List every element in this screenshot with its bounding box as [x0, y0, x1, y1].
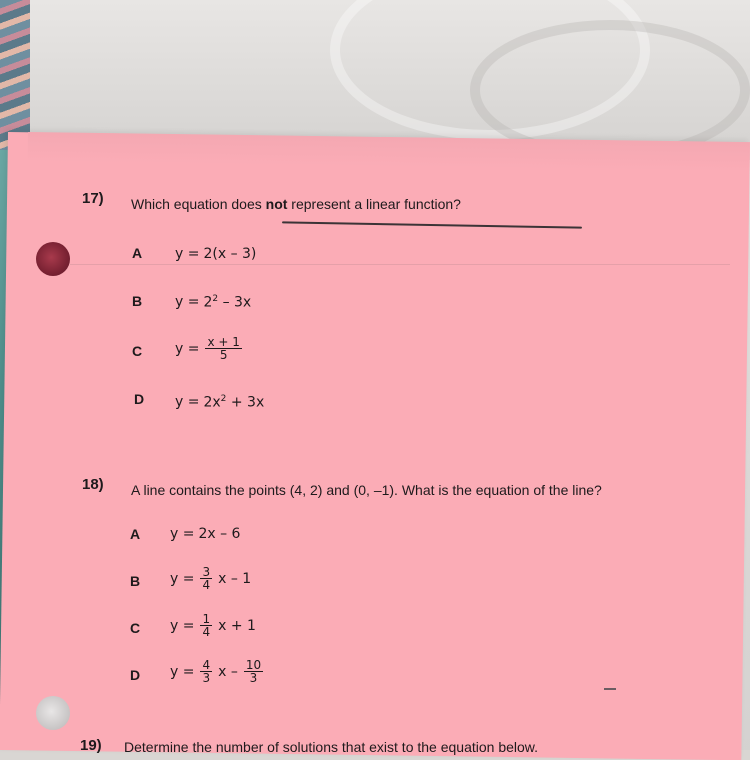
option-letter: A [130, 526, 141, 542]
fraction [205, 336, 241, 361]
option-letter: C [130, 620, 141, 636]
equation-rhs: 2(x – 3) [203, 246, 257, 262]
punch-hole-bottom [36, 696, 70, 730]
fraction-denominator: 3 [202, 671, 211, 685]
rhs-base: 2 [203, 294, 213, 311]
option-equation [175, 246, 256, 262]
question-number: 18) [82, 476, 104, 493]
rhs-exponent: 2 [220, 394, 227, 404]
fraction-numerator: 1 [202, 612, 211, 626]
equation-lhs: y = [170, 570, 195, 587]
fraction-numerator: 10 [245, 658, 262, 672]
option-equation [175, 294, 251, 311]
option-equation [170, 566, 251, 591]
equation-lhs: y = [175, 246, 200, 262]
equation-lhs: y = [175, 294, 200, 311]
equation-rhs: 2x – 6 [198, 526, 241, 542]
fraction-numerator: 3 [202, 565, 211, 579]
option-letter: D [130, 667, 141, 683]
fraction [200, 659, 212, 684]
question-number: 17) [82, 190, 104, 207]
fraction [200, 566, 212, 591]
option-equation [175, 394, 264, 411]
fraction [200, 613, 212, 638]
equation-tail: x + 1 [218, 617, 256, 634]
rhs-base: 2x [203, 394, 221, 411]
stray-mark [604, 688, 616, 690]
option-equation [170, 659, 265, 684]
rhs-tail: – 3x [218, 294, 252, 311]
fraction [244, 659, 263, 684]
option-equation [175, 336, 244, 361]
option-letter: B [132, 293, 143, 309]
fraction-denominator: 3 [249, 671, 258, 685]
rhs-exponent: 2 [212, 294, 219, 304]
question-prompt-post: represent a linear function? [287, 196, 461, 212]
equation-lhs: y = [175, 340, 200, 357]
option-equation [170, 613, 256, 638]
equation-rhs [203, 294, 251, 311]
option-letter: D [134, 391, 145, 407]
equation-mid: x – [218, 663, 238, 680]
question-number: 19) [80, 737, 102, 754]
equation-tail: x – 1 [218, 570, 252, 587]
fraction-denominator: 4 [202, 625, 211, 639]
equation-lhs: y = [170, 617, 195, 634]
worksheet-paper [0, 132, 750, 760]
equation-lhs: y = [170, 526, 195, 542]
fraction-denominator: 4 [202, 578, 211, 592]
rule-line [70, 264, 730, 265]
fraction-numerator: 4 [202, 658, 211, 672]
question-prompt-pre: Which equation does [131, 196, 266, 212]
equation-rhs [203, 394, 264, 411]
equation-lhs: y = [175, 394, 200, 411]
fraction-numerator: x + 1 [207, 335, 240, 349]
rhs-tail: + 3x [226, 394, 265, 411]
equation-lhs: y = [170, 663, 195, 680]
option-letter: B [130, 573, 141, 589]
option-letter: A [132, 245, 143, 261]
question-prompt: A line contains the points (4, 2) and (0, –1). What is the equation of the line? [131, 482, 602, 498]
option-letter: C [132, 343, 143, 359]
question-prompt: Determine the number of solutions that exist to the equation below. [124, 739, 539, 755]
question-prompt [131, 196, 461, 212]
question-prompt-emphasis: not [265, 196, 288, 212]
fraction-denominator: 5 [219, 348, 228, 362]
punch-hole-top [36, 242, 70, 276]
option-equation [170, 526, 240, 542]
